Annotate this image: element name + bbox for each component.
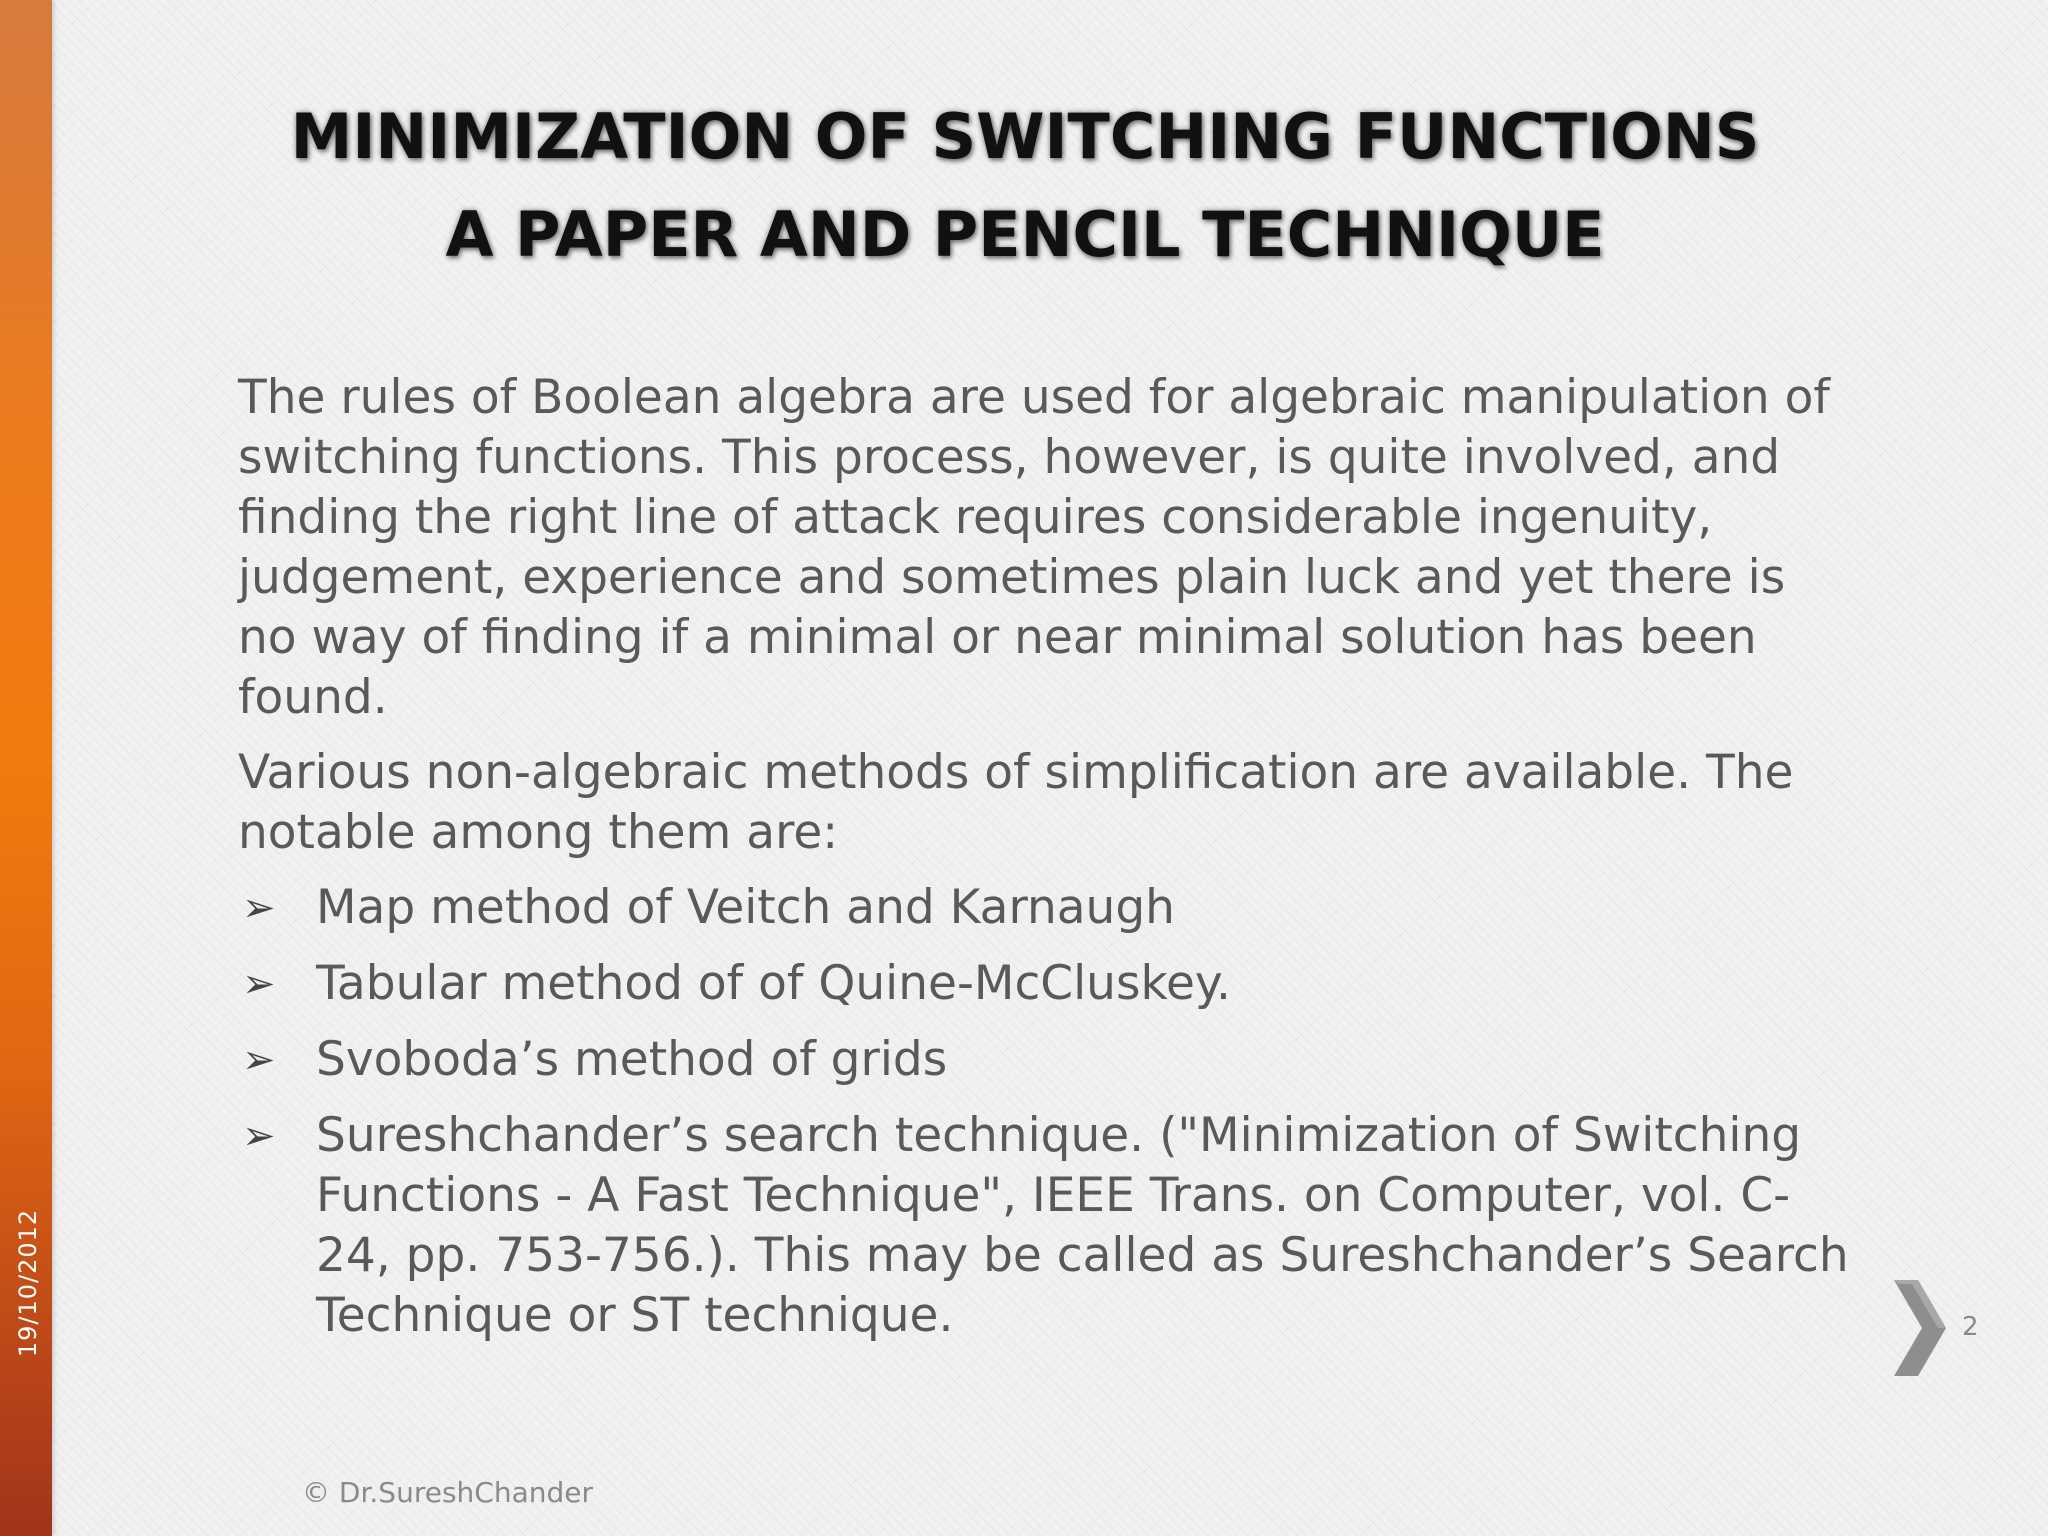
list-item-text: Map method of Veitch and Karnaugh xyxy=(316,880,1175,935)
body-paragraph-1: The rules of Boolean algebra are used for algebraic manipulation of switching functions. This process, however, is quite involved, and finding the right line of attack requires considerable ingenuity, judgement, experience and sometimes plain luck and yet there is no way of finding if a minimal or near minimal solution has been found. xyxy=(238,370,1830,725)
side-accent-bar xyxy=(0,0,52,1536)
chevron-right-icon[interactable] xyxy=(1890,1278,1950,1378)
list-item xyxy=(238,954,1858,1014)
body-paragraph-2: Various non-algebraic methods of simplification are available. The notable among them are: xyxy=(238,745,1794,860)
list-item-text: Tabular method of of Quine-McCluskey. xyxy=(316,956,1231,1011)
methods-list xyxy=(238,878,1858,1346)
footer-copyright: © Dr.SureshChander xyxy=(302,1476,593,1509)
list-item-text: Sureshchander’s search technique. ("Minimization of Switching Functions - A Fast Technique", IEEE Trans. on Computer, vol. C-24, pp. 753-756.). This may be called as Sureshchander’s Search Technique or ST technique. xyxy=(316,1108,1849,1343)
arrow-bullet-icon: ➢ xyxy=(242,1037,276,1083)
slide-title xyxy=(230,88,1820,284)
slide-body xyxy=(238,368,1858,1346)
slide-title-line-1: MINIMIZATION OF SWITCHING FUNCTIONS xyxy=(290,100,1760,173)
arrow-bullet-icon: ➢ xyxy=(242,885,276,931)
arrow-bullet-icon: ➢ xyxy=(242,961,276,1007)
list-item xyxy=(238,1030,1858,1090)
list-item-text: Svoboda’s method of grids xyxy=(316,1032,948,1087)
slide-date: 19/10/2012 xyxy=(14,1208,42,1358)
slide-title-line-2: A PAPER AND PENCIL TECHNIQUE xyxy=(445,198,1605,271)
list-item xyxy=(238,878,1858,938)
list-item xyxy=(238,1106,1858,1346)
arrow-bullet-icon: ➢ xyxy=(242,1113,276,1159)
page-number: 2 xyxy=(1962,1312,1979,1342)
